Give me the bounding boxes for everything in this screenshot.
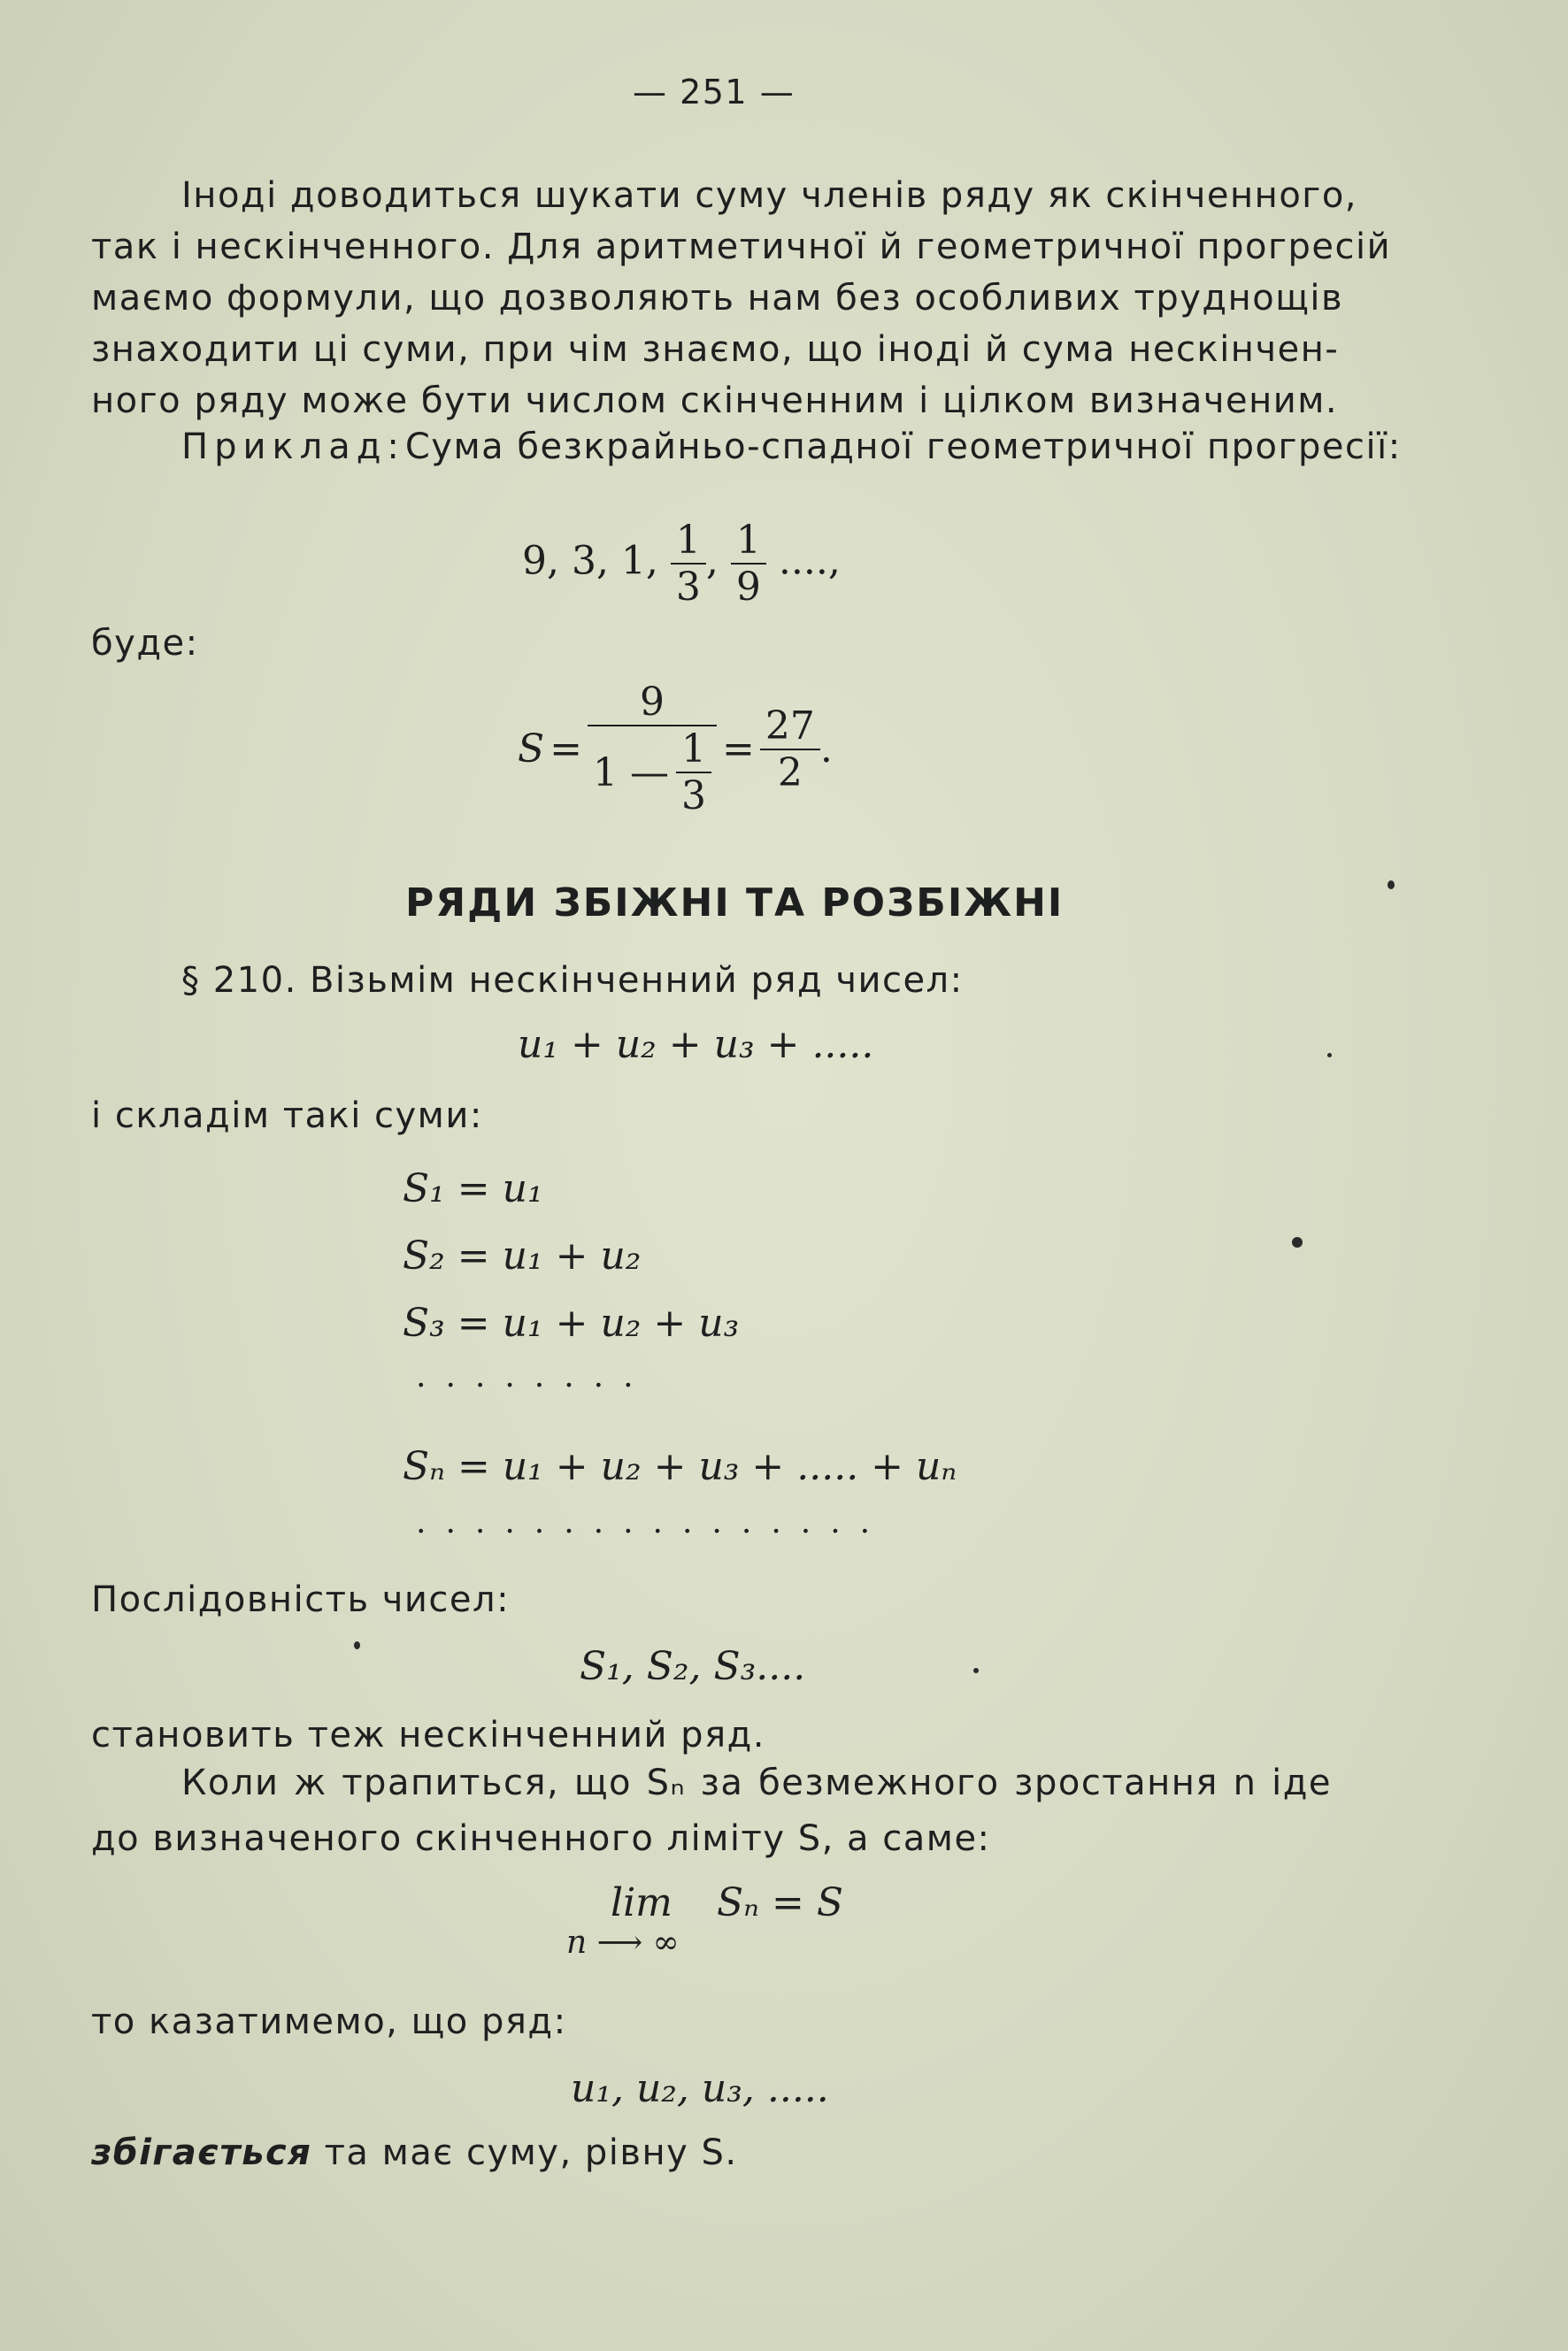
example-label: Приклад: xyxy=(181,426,405,467)
series-lead: 9, 3, 1, xyxy=(522,538,658,584)
sum-formula: S = 9 1 — $\frac{1}{3}$ = $\frac{27}{2}$ . xyxy=(518,680,833,818)
series-tail: ...., xyxy=(778,538,841,584)
forms-text: становить теж нескінченний ряд. xyxy=(91,1715,766,1756)
fraction-one-third: $\frac{1}{3}$ xyxy=(671,518,706,610)
paper-speck xyxy=(973,1668,979,1673)
main-fraction: 9 1 — $\frac{1}{3}$ xyxy=(588,680,717,818)
result-fraction: $\frac{27}{2}$ xyxy=(760,703,820,795)
paper-speck xyxy=(1387,880,1395,889)
dots-long: ................ xyxy=(416,1504,890,1540)
example-line xyxy=(181,426,1402,467)
sum-s3: S₃ = u₁ + u₂ + u₃ xyxy=(403,1301,740,1346)
paragraph-line-4: знаходити ці суми, при чім знаємо, що іноді й сума нескінчен- xyxy=(91,329,1340,370)
sequence-text: Послідовність чисел: xyxy=(91,1579,511,1620)
paper-speck xyxy=(354,1641,360,1649)
limit-lim: lim xyxy=(611,1880,673,1925)
paper-speck xyxy=(1327,1053,1332,1057)
sum-sn: Sₙ = u₁ + u₂ + u₃ + ..... + uₙ xyxy=(403,1444,957,1489)
dots-short: ........ xyxy=(416,1358,653,1394)
sum-symbol: S xyxy=(518,726,545,772)
section-heading: РЯДИ ЗБІЖНІ ТА РОЗБІЖНІ xyxy=(405,880,1065,926)
paragraph-line-2: так і нескінченного. Для аритметичної й геометричної прогресій xyxy=(91,227,1392,267)
fraction-one-ninth: $\frac{1}{9}$ xyxy=(731,518,766,610)
series-u2: u₁, u₂, u₃, ..... xyxy=(571,2066,829,2111)
sum-s1: S₁ = u₁ xyxy=(403,1166,543,1211)
bude-label: буде: xyxy=(91,623,199,664)
paper-speck xyxy=(1292,1237,1303,1248)
sequence-s: S₁, S₂, S₃.... xyxy=(580,1644,806,1689)
paragraph-line-3: маємо формули, що дозволяють нам без особливих труднощів xyxy=(91,278,1344,319)
then-text: то казатимемо, що ряд: xyxy=(91,2001,567,2042)
converges-word: збігається xyxy=(91,2132,312,2173)
geometric-series: 9, 3, 1, $\frac{1}{3}$ , $\frac{1}{9}$ ...., xyxy=(522,518,841,610)
converges-rest: та має суму, рівну S. xyxy=(324,2132,738,2173)
when-text-2: до визначеного скінченного ліміту S, а саме: xyxy=(91,1818,991,1859)
series-u: u₁ + u₂ + u₃ + ..... xyxy=(518,1022,874,1067)
section-intro: § 210. Візьмім нескінченний ряд чисел: xyxy=(181,960,964,1001)
example-text: Сума безкрайньо-спадної геометричної прогресії: xyxy=(404,426,1402,467)
limit-under: n ⟶ ∞ xyxy=(566,1925,680,1961)
limit-expr: Sₙ = S xyxy=(717,1880,843,1925)
when-text-1: Коли ж трапиться, що Sₙ за безмежного зростання n іде xyxy=(181,1763,1332,1803)
paragraph-line-5: ного ряду може бути числом скінченним і цілком визначеним. xyxy=(91,380,1339,421)
converges-line xyxy=(91,2132,738,2173)
sum-s2: S₂ = u₁ + u₂ xyxy=(403,1233,642,1279)
page-number: — 251 — xyxy=(633,73,796,111)
inner-fraction: $\frac{1}{3}$ xyxy=(676,726,711,818)
compose-text: і складім такі суми: xyxy=(91,1095,483,1136)
paragraph-line-1: Іноді доводиться шукати суму членів ряду як скінченного, xyxy=(181,175,1357,216)
